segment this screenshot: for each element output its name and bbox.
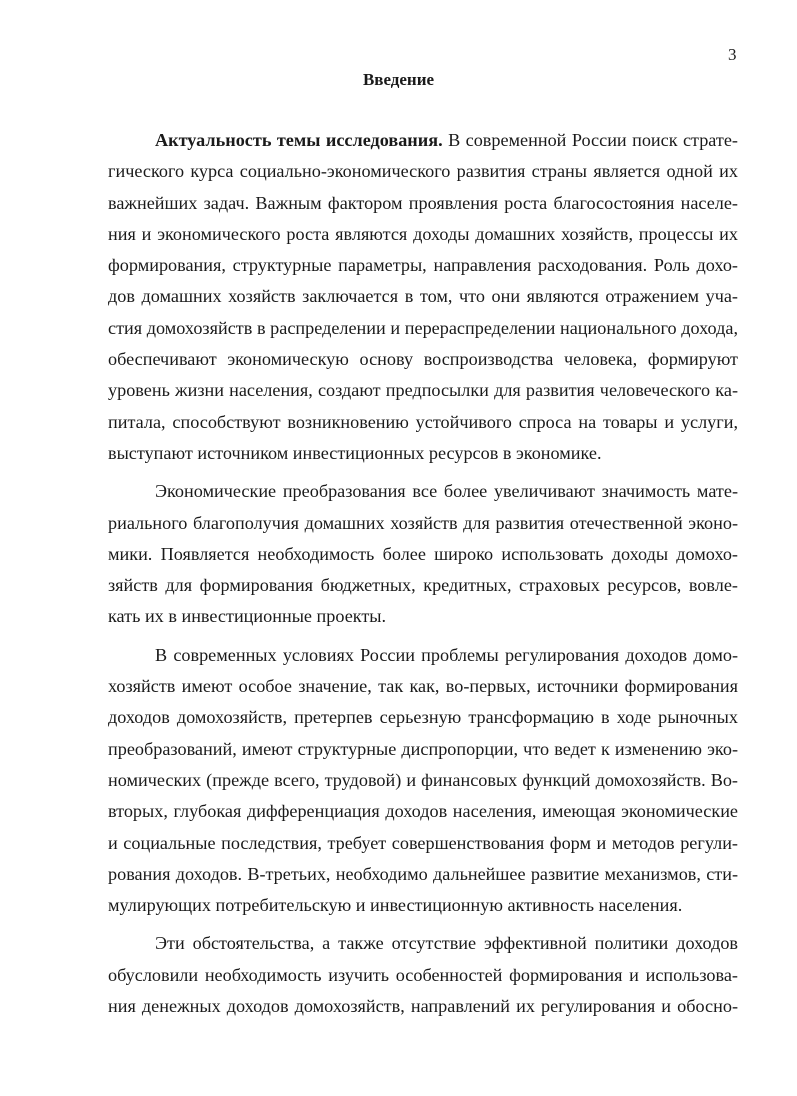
- text-line: [108, 125, 738, 156]
- text-line: рования доходов. В-третьих, необходимо дальнейшее развитие механизмов, сти-: [108, 863, 738, 884]
- text-line: дов домашних хозяйств заключается в том, что они являются отражением уча-: [108, 286, 738, 307]
- text-line-content: В современной России поиск страте-: [442, 130, 738, 150]
- paragraph-4: [108, 928, 738, 1022]
- text-line: ния и экономического роста являются доходы домашних хозяйств, процессы их: [108, 223, 738, 244]
- text-line: вторых, глубокая дифференциация доходов населения, имеющая экономические: [108, 801, 738, 822]
- text-line: доходов домохозяйств, претерпев серьезную трансформацию в ходе рыночных: [108, 707, 738, 728]
- text-line: стия домохозяйств в распределении и перераспределении национального дохода,: [108, 317, 738, 338]
- paragraph-3: [108, 640, 738, 922]
- text-line: обеспечивают экономическую основу воспроизводства человека, формируют: [108, 349, 738, 370]
- text-line: важнейших задач. Важным фактором проявления роста благосостояния населе-: [108, 192, 738, 213]
- text-line: зяйств для формирования бюджетных, кредитных, страховых ресурсов, вовле-: [108, 575, 738, 596]
- text-line: гического курса социально-экономического развития страны является одной их: [108, 161, 738, 182]
- text-line: формирования, структурные параметры, направления расходования. Роль дохо-: [108, 255, 738, 276]
- text-line: Эти обстоятельства, а также отсутствие эффективной политики доходов: [155, 933, 738, 954]
- text-line: кать их в инвестиционные проекты.: [108, 606, 387, 627]
- text-line: преобразований, имеют структурные диспропорции, что ведет к изменению эко-: [108, 738, 738, 759]
- page-number: 3: [728, 45, 737, 64]
- paragraph-1: [108, 125, 738, 469]
- text-line: ния денежных доходов домохозяйств, направлений их регулирования и обосно-: [108, 996, 738, 1017]
- text-line: номических (прежде всего, трудовой) и финансовых функций домохозяйств. Во-: [108, 769, 738, 790]
- text-line: уровень жизни населения, создают предпосылки для развития человеческого ка-: [108, 380, 738, 401]
- text-line: Экономические преобразования все более увеличивают значимость мате-: [155, 481, 738, 502]
- text-line: хозяйств имеют особое значение, так как, во-первых, источники формирования: [108, 676, 738, 697]
- text-line: и социальные последствия, требует совершенствования форм и методов регули-: [108, 832, 738, 853]
- text-line: мулирующих потребительскую и инвестиционную активность населения.: [108, 895, 683, 916]
- text-line: выступают источником инвестиционных ресурсов в экономике.: [108, 442, 602, 463]
- text-line: мики. Появляется необходимость более широко использовать доходы домохо-: [108, 543, 738, 564]
- text-line: В современных условиях России проблемы регулирования доходов домо-: [155, 644, 738, 665]
- body-text: [108, 125, 738, 1029]
- text-line: питала, способствуют возникновению устойчивого спроса на товары и услуги,: [108, 411, 738, 432]
- page-title: Введение: [362, 70, 435, 89]
- text-line: риального благополучия домашних хозяйств для развития отечественной эконо-: [108, 512, 738, 533]
- paragraph-2: [108, 476, 738, 632]
- text-line: обусловили необходимость изучить особенностей формирования и использова-: [108, 964, 738, 985]
- bold-lead: Актуальность темы исследования.: [155, 130, 443, 150]
